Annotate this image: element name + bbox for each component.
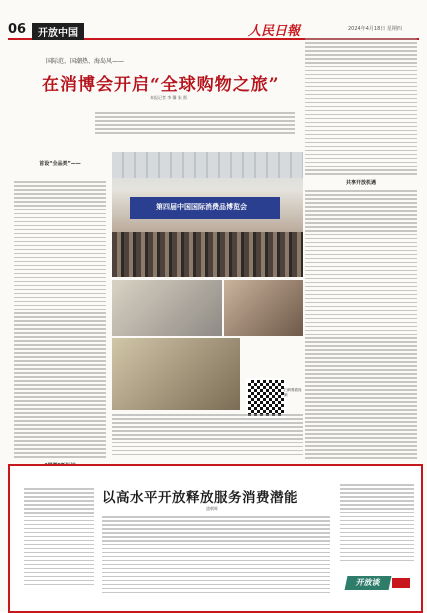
commentary-left-column — [24, 488, 94, 598]
venue-roof — [112, 152, 303, 178]
commentary-body — [102, 516, 330, 604]
article-byline: 本报记者 李 馨 朱 熙 — [150, 95, 188, 100]
expo-photo-3 — [224, 280, 303, 336]
newspaper-logo: 人民日報 — [248, 24, 301, 39]
expo-banner — [130, 197, 280, 219]
right-text-column — [305, 38, 417, 461]
commentary-title: 以高水平开放释放服务消费潜能 — [102, 490, 298, 506]
expo-banner-text: 第四届中国国际消费品博览会 — [156, 203, 247, 211]
expo-main-photo — [112, 152, 303, 277]
issue-date: 2024年4月18日 星期四 — [348, 26, 402, 32]
qr-caption: 扫码观看视频 — [284, 388, 302, 397]
mid-text-block — [112, 414, 303, 460]
qr-code-icon[interactable] — [246, 378, 286, 418]
commentary-author: 盛朝晖 — [206, 506, 218, 511]
expo-photo-2 — [112, 280, 222, 336]
article-lead — [95, 112, 295, 146]
article-title: 在消博会开启“全球购物之旅” — [42, 75, 280, 95]
left-subhead: 首设“全品类”—— — [39, 161, 81, 167]
right-subhead: 共享开放机遇 — [345, 180, 376, 187]
crowd — [112, 232, 303, 277]
page-number: 06 — [8, 22, 27, 37]
commentary-box — [8, 464, 423, 613]
tag-accent — [392, 578, 410, 588]
article-kicker: 国际范、国潮热、海岛风—— — [46, 58, 125, 65]
commentary-right-column — [340, 484, 414, 580]
left-text-column — [14, 160, 106, 460]
expo-photo-4 — [112, 338, 240, 410]
section-label: 开放中国 — [32, 23, 84, 40]
column-tag: 开放谈 — [345, 576, 392, 590]
